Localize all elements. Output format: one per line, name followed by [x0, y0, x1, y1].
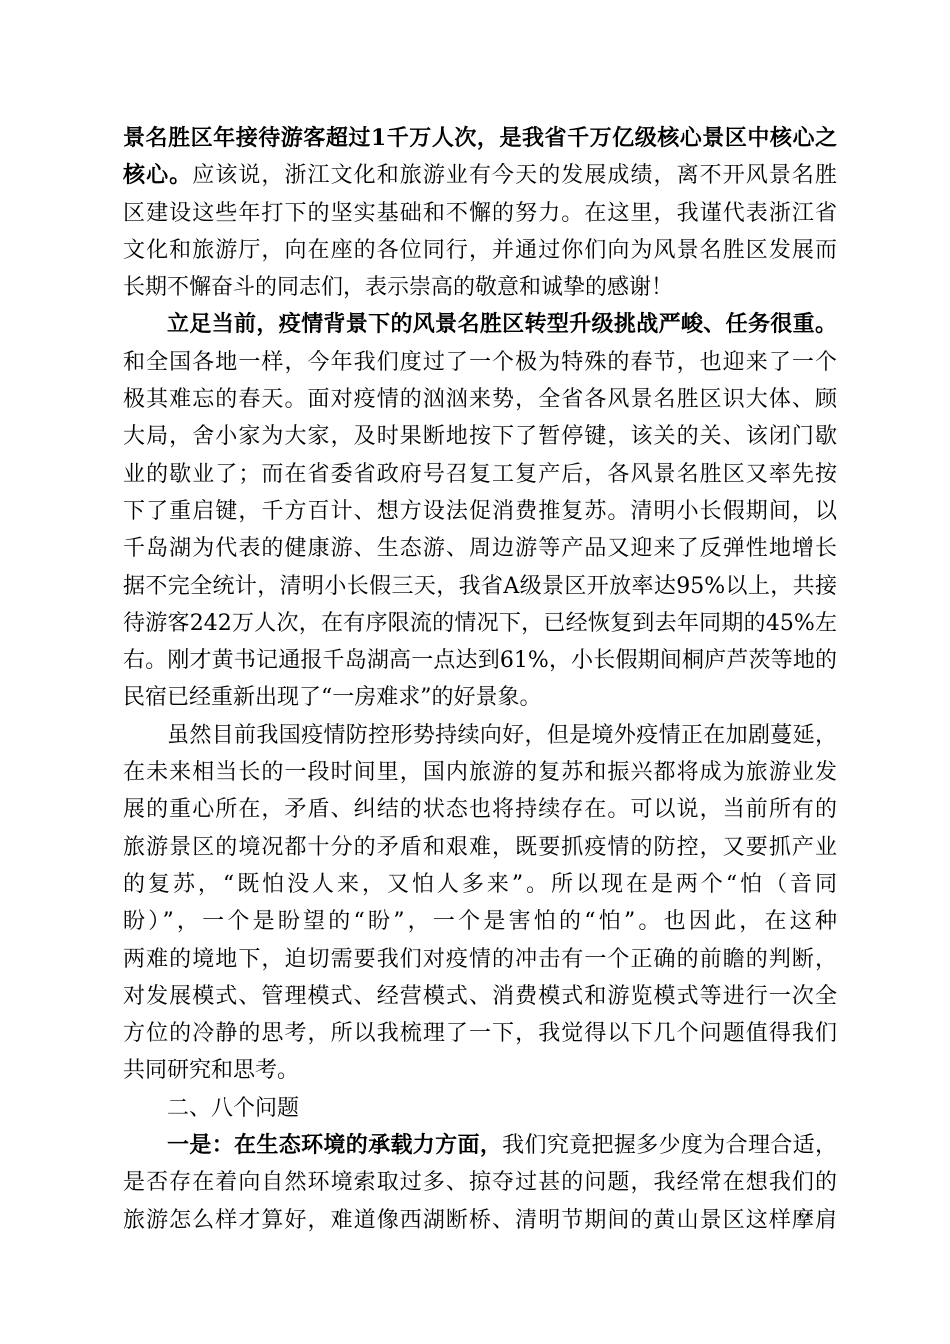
text-line [123, 269, 837, 306]
text-span: 业的歇业了；而在省委省政府号召复工复产后，各风景名胜区又率先按 [123, 461, 837, 487]
text-span: 对发展模式、管理模式、经营模式、消费模式和游览模式等进行一次全 [123, 983, 837, 1009]
text-line [123, 157, 837, 194]
text-line [123, 1052, 837, 1089]
text-line [123, 456, 837, 493]
text-span: 下了重启键，千方百计、想方设法促消费推复苏。清明小长假期间，以 [123, 498, 837, 524]
text-line [123, 568, 837, 605]
text-span: 旅游景区的境况都十分的矛盾和艰难，既要抓疫情的防控，又要抓产业 [123, 834, 837, 860]
bold-text-span: 一是：在生态环境的承载力方面， [167, 1132, 503, 1159]
document-page [123, 120, 837, 1239]
text-span: 在未来相当长的一段时间里，国内旅游的复苏和振兴都将成为旅游业发 [123, 760, 837, 786]
bold-text-span: 景名胜区年接待游客超过1千万人次，是我省千万亿级核心景区中核心之 [123, 125, 837, 151]
text-span: 旅游怎么样才算好，难道像西湖断桥、清明节期间的黄山景区这样摩肩 [123, 1207, 837, 1233]
text-span: 待游客242万人次，在有序限流的情况下，已经恢复到去年同期的45%左 [123, 610, 837, 636]
text-line [123, 1090, 837, 1127]
text-span: 虽然目前我国疫情防控形势持续向好，但是境外疫情正在加剧蔓延， [167, 722, 837, 748]
text-line [123, 344, 837, 381]
text-line [123, 530, 837, 567]
text-span: 共同研究和思考。 [123, 1058, 300, 1084]
text-line [123, 1202, 837, 1239]
text-span: 极其难忘的春天。面对疫情的汹汹来势，全省各风景名胜区识大体、顾 [123, 387, 837, 413]
text-span: 大局，舍小家为大家，及时果断地按下了暂停键，该关的关、该闭门歇 [123, 424, 837, 450]
text-line [123, 605, 837, 642]
text-span: 两难的境地下，迫切需要我们对疫情的冲击有一个正确的前瞻的判断， [123, 946, 837, 972]
text-span: 二、八个问题 [167, 1095, 300, 1121]
text-line [123, 493, 837, 530]
text-span: 据不完全统计，清明小长假三天，我省A级景区开放率达95%以上，共接 [123, 573, 837, 599]
text-span: 区建设这些年打下的坚实基础和不懈的努力。在这里，我谨代表浙江省 [123, 200, 837, 226]
text-span: 右。刚才黄书记通报千岛湖高一点达到61%，小长假期间桐庐芦茨等地的 [123, 648, 837, 674]
text-line [123, 642, 837, 679]
text-line [123, 903, 837, 940]
text-line [123, 1015, 837, 1052]
text-span: 盼）”，一个是盼望的“盼”，一个是害怕的“怕”。也因此，在这种 [123, 909, 837, 935]
text-span: 我们究竟把握多少度为合理合适， [502, 1133, 837, 1159]
text-span: 和全国各地一样，今年我们度过了一个极为特殊的春节，也迎来了一个 [123, 349, 837, 375]
text-line [123, 195, 837, 232]
text-span: 民宿已经重新出现了“一房难求”的好景象。 [123, 685, 542, 711]
text-line [123, 232, 837, 269]
text-span: 是否存在着向自然环境索取过多、掠夺过甚的问题，我经常在想我们的 [123, 1170, 837, 1196]
text-line [123, 791, 837, 828]
text-line [123, 1164, 837, 1201]
bold-text-span: 核心。 [123, 162, 193, 189]
text-span: 文化和旅游厅，向在座的各位同行，并通过你们向为风景名胜区发展而 [123, 237, 837, 263]
text-line [123, 381, 837, 418]
text-line [123, 306, 837, 343]
text-line [123, 1127, 837, 1164]
text-line [123, 754, 837, 791]
text-line [123, 829, 837, 866]
text-line [123, 717, 837, 754]
text-span: 应该说，浙江文化和旅游业有今天的发展成绩，离不开风景名胜 [192, 163, 837, 189]
text-span: 方位的冷静的思考，所以我梳理了一下，我觉得以下几个问题值得我们 [123, 1021, 837, 1047]
text-line [123, 978, 837, 1015]
text-span: 千岛湖为代表的健康游、生态游、周边游等产品又迎来了反弹性地增长 [123, 536, 837, 562]
text-line [123, 120, 837, 157]
text-span: 长期不懈奋斗的同志们，表示崇高的敬意和诚挚的感谢！ [123, 275, 674, 301]
text-line [123, 418, 837, 455]
text-line [123, 941, 837, 978]
bold-text-span: 立足当前，疫情背景下的风景名胜区转型升级挑战严峻、任务很重。 [167, 311, 837, 338]
text-line [123, 679, 837, 716]
text-span: 展的重心所在，矛盾、纠结的状态也将持续存在。可以说，当前所有的 [123, 797, 837, 823]
text-span: 的复苏，“既怕没人来，又怕人多来”。所以现在是两个“怕（音同 [123, 871, 837, 897]
text-line [123, 866, 837, 903]
